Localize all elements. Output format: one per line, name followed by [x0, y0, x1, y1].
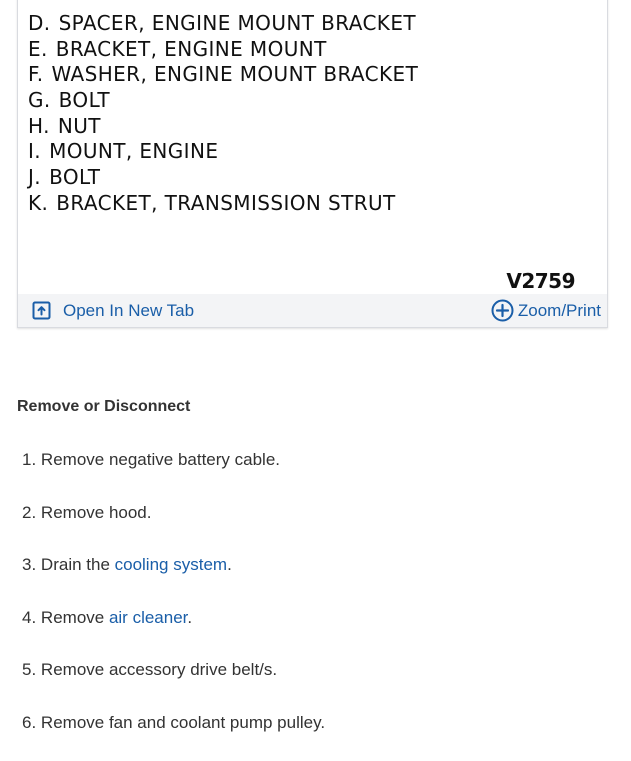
legend-text: BRACKET, TRANSMISSION STRUT — [56, 190, 396, 215]
legend-item — [28, 88, 418, 114]
step-text: Remove — [40, 607, 109, 627]
legend-item — [28, 114, 418, 140]
step-number: 6. — [22, 712, 37, 732]
legend-text: SPACER, ENGINE MOUNT BRACKET — [58, 11, 416, 35]
legend-item — [28, 62, 418, 88]
step-number: 3. — [22, 555, 37, 575]
step-item — [22, 708, 325, 761]
legend-text: NUT — [57, 113, 101, 138]
legend-text: WASHER, ENGINE MOUNT BRACKET — [51, 62, 419, 87]
zoom-print-label: Zoom/Print — [517, 300, 601, 320]
figure-legend — [28, 11, 418, 217]
air-cleaner-link[interactable]: air cleaner — [108, 607, 188, 627]
open-new-tab-link[interactable] — [32, 294, 194, 327]
legend-item — [28, 37, 418, 63]
legend-item — [28, 139, 418, 165]
legend-letter: D. — [28, 11, 51, 35]
figure-toolbar — [18, 294, 607, 327]
legend-letter: J. — [28, 165, 42, 190]
step-item — [22, 445, 325, 498]
open-new-tab-icon — [32, 301, 63, 320]
legend-text: BOLT — [58, 88, 110, 113]
step-text-end: . — [227, 555, 232, 575]
legend-letter: F. — [28, 62, 44, 87]
step-text: Drain the — [40, 555, 115, 575]
step-text: Remove fan and coolant pump pulley. — [40, 712, 326, 732]
legend-text: BOLT — [49, 165, 101, 190]
step-number: 2. — [22, 502, 37, 522]
zoom-print-link[interactable] — [491, 294, 601, 327]
step-item — [22, 498, 325, 551]
section-heading: Remove or Disconnect — [17, 398, 191, 415]
step-text: Remove accessory drive belt/s. — [40, 660, 278, 680]
legend-letter: E. — [28, 36, 48, 61]
legend-letter: H. — [28, 113, 50, 138]
step-item — [22, 655, 325, 708]
legend-letter: G. — [28, 88, 51, 113]
cooling-system-link[interactable]: cooling system — [114, 555, 228, 575]
step-text-end: . — [187, 607, 193, 627]
legend-item — [28, 165, 418, 191]
figure-code: V2759 — [506, 269, 575, 293]
legend-text: MOUNT, ENGINE — [49, 139, 219, 164]
legend-item — [28, 191, 418, 217]
step-item — [22, 603, 325, 656]
open-new-tab-label: Open In New Tab — [63, 300, 195, 320]
zoom-plus-icon — [491, 299, 518, 322]
step-text: Remove negative battery cable. — [40, 450, 281, 469]
step-number: 5. — [22, 660, 37, 680]
step-number: 1. — [22, 450, 37, 469]
step-number: 4. — [22, 607, 37, 627]
procedure-steps — [22, 445, 325, 761]
legend-letter: K. — [28, 190, 49, 215]
legend-item — [28, 11, 418, 37]
step-text: Remove hood. — [40, 502, 152, 522]
legend-letter: I. — [28, 139, 42, 164]
step-item — [22, 550, 325, 603]
legend-text: BRACKET, ENGINE MOUNT — [55, 36, 327, 61]
figure-card — [17, 0, 608, 328]
